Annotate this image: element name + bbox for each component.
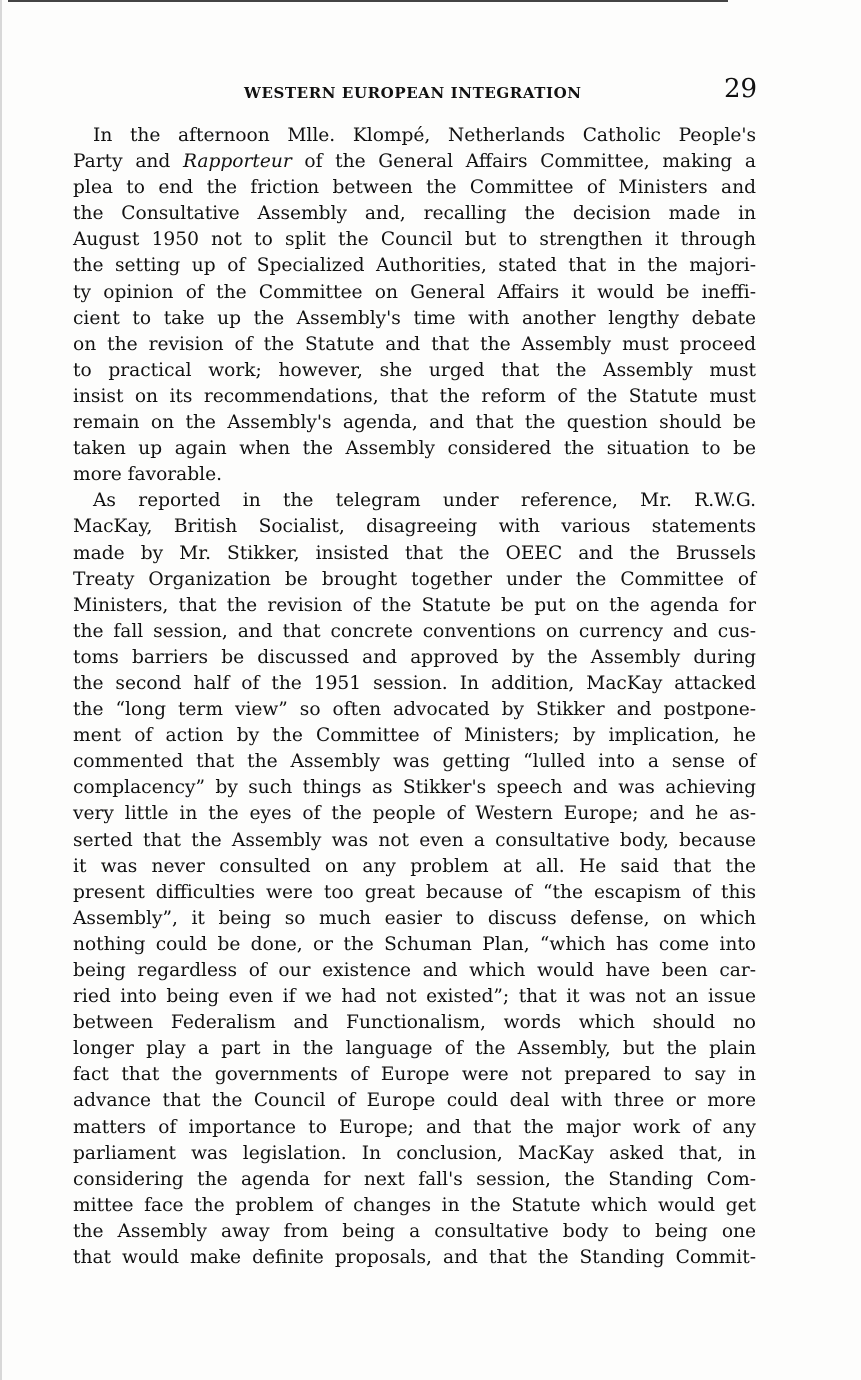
text-line: Ministers, that the revision of the Statute be put on the agenda for — [73, 594, 756, 616]
text-line: taken up again when the Assembly considered the situation to be — [73, 438, 756, 460]
text-line: Treaty Organization be brought together under the Committee of — [73, 568, 756, 590]
text-line: parliament was legislation. In conclusion, MacKay asked that, in — [73, 1142, 756, 1164]
text-line: that would make definite proposals, and that the Standing Commit- — [73, 1247, 756, 1269]
text-line: fact that the governments of Europe were not prepared to say in — [73, 1064, 756, 1086]
text-line: between Federalism and Functionalism, words which should no — [73, 1012, 756, 1034]
text-line: toms barriers be discussed and approved by the Assembly during — [73, 646, 756, 668]
text-line: In the afternoon Mlle. Klompé, Netherlands Catholic People's — [93, 125, 756, 146]
rapporteur-italic: Rapporteur — [182, 151, 292, 173]
text-line: commented that the Assembly was getting “lulled into a sense of — [73, 751, 756, 773]
text-line: serted that the Assembly was not even a consultative body, because — [73, 829, 756, 851]
text-line: nothing could be done, or the Schuman Plan, “which has come into — [73, 933, 756, 955]
text-line: the second half of the 1951 session. In addition, MacKay attacked — [73, 672, 756, 694]
text-line: made by Mr. Stikker, insisted that the OEEC and the Brussels — [73, 542, 756, 564]
text-line: ment of action by the Committee of Ministers; by implication, he — [73, 725, 756, 747]
text-line: ried into being even if we had not existed”; that it was not an issue — [73, 986, 756, 1008]
text-line: MacKay, British Socialist, disagreeing with various statements — [73, 516, 756, 538]
top-edge-rule — [8, 0, 728, 2]
text-line: mittee face the problem of changes in the Statute which would get — [73, 1194, 756, 1216]
text-line: Party and Rapporteur of the General Affairs Committee, making a — [73, 151, 756, 173]
body-text — [73, 123, 756, 1271]
text-line: complacency” by such things as Stikker's speech and was achieving — [73, 777, 756, 799]
text-line: remain on the Assembly's agenda, and that the question should be — [73, 412, 756, 434]
text-line: the “long term view” so often advocated by Stikker and postpone- — [73, 699, 756, 721]
text-line: it was never consulted on any problem at all. He said that the — [73, 855, 756, 877]
text-line: matters of importance to Europe; and that the major work of any — [73, 1116, 756, 1138]
text-line: to practical work; however, she urged that the Assembly must — [73, 359, 756, 381]
text-line: more favorable. — [73, 464, 223, 486]
text-line: ty opinion of the Committee on General Affairs it would be ineffi- — [73, 281, 756, 303]
page-number: 29 — [724, 74, 758, 104]
page-left-edge — [0, 0, 2, 1380]
text-line: the setting up of Specialized Authorities, stated that in the majori- — [73, 255, 756, 277]
text-line: very little in the eyes of the people of Western Europe; and he as- — [73, 803, 756, 825]
text-line: longer play a part in the language of the Assembly, but the plain — [73, 1038, 756, 1060]
text-line: Assembly”, it being so much easier to discuss defense, on which — [73, 907, 756, 929]
text-line: August 1950 not to split the Council but to strengthen it through — [73, 229, 756, 251]
text-line: plea to end the friction between the Committee of Ministers and — [73, 177, 756, 199]
text-line: on the revision of the Statute and that the Assembly must proceed — [73, 333, 756, 355]
text-line: the fall session, and that concrete conventions on currency and cus- — [73, 620, 756, 642]
text-line: cient to take up the Assembly's time with another lengthy debate — [73, 307, 756, 329]
text-line: insist on its recommendations, that the reform of the Statute must — [73, 385, 756, 407]
text-line: advance that the Council of Europe could deal with three or more — [73, 1090, 756, 1112]
text-line: present difficulties were too great because of “the escapism of this — [73, 881, 756, 903]
running-head-title: WESTERN EUROPEAN INTEGRATION — [244, 84, 582, 102]
text-line: As reported in the telegram under reference, Mr. R.W.G. — [93, 490, 756, 512]
text-line: being regardless of our existence and which would have been car- — [73, 960, 756, 981]
text-line: considering the agenda for next fall's session, the Standing Com- — [73, 1168, 756, 1190]
text-line: the Assembly away from being a consultative body to being one — [73, 1220, 756, 1242]
text-line: the Consultative Assembly and, recalling the decision made in — [73, 203, 756, 225]
